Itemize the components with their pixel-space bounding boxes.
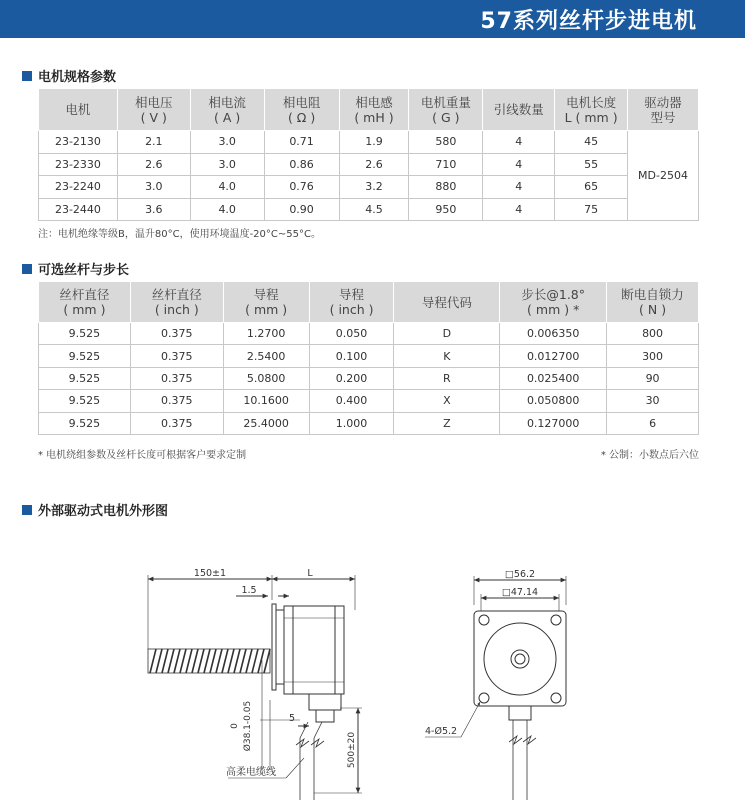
table-cell: D bbox=[394, 323, 500, 345]
table-cell: 0.050800 bbox=[500, 390, 607, 412]
cable-label: 高柔电缆线 bbox=[226, 767, 276, 778]
dim-5-label: 5 bbox=[288, 713, 296, 724]
column-header-4: 导程代码 bbox=[394, 282, 500, 323]
insulation-note: 注：电机绝缘等级B，温升80°C，使用环境温度-20°C~55°C。 bbox=[38, 229, 321, 240]
table-cell: 0.86 bbox=[264, 153, 339, 176]
table-row bbox=[39, 153, 699, 176]
table-cell: 300 bbox=[607, 345, 699, 367]
thread-stroke bbox=[162, 649, 168, 673]
lead-screw-table bbox=[38, 281, 699, 435]
thread-stroke bbox=[264, 649, 270, 673]
table-cell: 10.1600 bbox=[223, 390, 309, 412]
table-cell: 55 bbox=[555, 153, 628, 176]
table-row bbox=[39, 323, 699, 345]
thread-stroke bbox=[198, 649, 204, 673]
thread-stroke bbox=[246, 649, 252, 673]
table-cell: 4.5 bbox=[339, 198, 409, 221]
section-marker-icon bbox=[22, 505, 32, 515]
thread-stroke bbox=[228, 649, 234, 673]
driver-model-cell: MD-2504 bbox=[628, 131, 699, 221]
section-marker-icon bbox=[22, 71, 32, 81]
thread-stroke bbox=[216, 649, 222, 673]
table-cell: 0.375 bbox=[130, 345, 223, 367]
thread-stroke bbox=[168, 649, 174, 673]
table-cell: 4.0 bbox=[190, 198, 264, 221]
column-header-0: 电机 bbox=[39, 89, 118, 131]
dim-pilot-label: Ø38.1-0.05 bbox=[243, 700, 253, 752]
table-cell: 0.400 bbox=[309, 390, 394, 412]
lead-screw-thread bbox=[148, 649, 270, 673]
table-cell: 0.100 bbox=[309, 345, 394, 367]
table-cell: 45 bbox=[555, 131, 628, 154]
thread-stroke bbox=[174, 649, 180, 673]
table-cell: 9.525 bbox=[39, 412, 131, 434]
front-view bbox=[425, 576, 566, 800]
column-header-6: 断电自锁力 ( N ) bbox=[607, 282, 699, 323]
table-cell: 0.375 bbox=[130, 323, 223, 345]
metric-note: * 公制：小数点后六位 bbox=[600, 450, 699, 461]
table-cell: 1.9 bbox=[339, 131, 409, 154]
table-row bbox=[39, 176, 699, 199]
table-cell: 3.0 bbox=[190, 131, 264, 154]
table-row bbox=[39, 198, 699, 221]
thread-stroke bbox=[252, 649, 258, 673]
thread-stroke bbox=[192, 649, 198, 673]
table-row bbox=[39, 367, 699, 389]
table-row bbox=[39, 412, 699, 434]
table-cell: Z bbox=[394, 412, 500, 434]
table-cell: 30 bbox=[607, 390, 699, 412]
section-marker-icon bbox=[22, 264, 32, 274]
section-motor-specs-title: 电机规格参数 bbox=[38, 70, 117, 85]
table-cell: X bbox=[394, 390, 500, 412]
table-cell: 4 bbox=[483, 198, 555, 221]
table-cell: 1.2700 bbox=[223, 323, 309, 345]
thread-stroke bbox=[210, 649, 216, 673]
side-view bbox=[148, 575, 362, 800]
title-banner bbox=[0, 0, 745, 38]
table-cell: 4.0 bbox=[190, 176, 264, 199]
table-cell: 950 bbox=[409, 198, 483, 221]
table-cell: 4 bbox=[483, 153, 555, 176]
thread-stroke bbox=[150, 649, 156, 673]
table-cell: 0.76 bbox=[264, 176, 339, 199]
column-header-1: 相电压 ( V ) bbox=[117, 89, 190, 131]
column-header-5: 步长@1.8° ( mm ) * bbox=[500, 282, 607, 323]
column-header-5: 电机重量 ( G ) bbox=[409, 89, 483, 131]
table-cell: 710 bbox=[409, 153, 483, 176]
section-outline-title: 外部驱动式电机外形图 bbox=[38, 504, 169, 519]
table-cell: 23-2240 bbox=[39, 176, 118, 199]
table-cell: 0.90 bbox=[264, 198, 339, 221]
table-cell: 0.050 bbox=[309, 323, 394, 345]
thread-stroke bbox=[258, 649, 264, 673]
column-header-4: 相电感 ( mH ) bbox=[339, 89, 409, 131]
table-cell: 25.4000 bbox=[223, 412, 309, 434]
table-cell: 0.012700 bbox=[500, 345, 607, 367]
table-cell: 9.525 bbox=[39, 345, 131, 367]
column-header-0: 丝杆直径 ( mm ) bbox=[39, 282, 131, 323]
dim-1-5-label: 1.5 bbox=[241, 585, 257, 596]
table-cell: 23-2440 bbox=[39, 198, 118, 221]
table-cell: 0.127000 bbox=[500, 412, 607, 434]
table-cell: 9.525 bbox=[39, 323, 131, 345]
section-motor-specs-heading bbox=[22, 66, 116, 85]
thread-stroke bbox=[222, 649, 228, 673]
customization-note: * 电机绕组参数及丝杆长度可根据客户要求定制 bbox=[38, 450, 247, 461]
table-cell: 2.1 bbox=[117, 131, 190, 154]
table-cell: 0.375 bbox=[130, 390, 223, 412]
table-cell: 90 bbox=[607, 367, 699, 389]
dim-L-label: L bbox=[307, 568, 313, 579]
thread-stroke bbox=[240, 649, 246, 673]
dim-pilot-tol-label: 0 bbox=[230, 723, 240, 729]
table-header-row bbox=[39, 282, 699, 323]
dim-150-label: 150±1 bbox=[193, 568, 227, 579]
dim-cable-length-label: 500±20 bbox=[347, 731, 357, 769]
column-header-6: 引线数量 bbox=[483, 89, 555, 131]
thread-stroke bbox=[180, 649, 186, 673]
table-cell: 580 bbox=[409, 131, 483, 154]
table-cell: 0.375 bbox=[130, 367, 223, 389]
column-header-8: 驱动器 型号 bbox=[628, 89, 699, 131]
thread-stroke bbox=[156, 649, 162, 673]
table-cell: 3.6 bbox=[117, 198, 190, 221]
table-cell: 23-2330 bbox=[39, 153, 118, 176]
thread-stroke bbox=[234, 649, 240, 673]
table-row bbox=[39, 345, 699, 367]
dim-56-label: □56.2 bbox=[504, 569, 536, 580]
section-lead-screw-heading bbox=[22, 259, 129, 278]
table-cell: 65 bbox=[555, 176, 628, 199]
table-cell: 6 bbox=[607, 412, 699, 434]
table-cell: 5.0800 bbox=[223, 367, 309, 389]
table-header-row bbox=[39, 89, 699, 131]
table-cell: K bbox=[394, 345, 500, 367]
thread-stroke bbox=[186, 649, 192, 673]
dim-47-label: □47.14 bbox=[501, 587, 539, 598]
table-cell: 800 bbox=[607, 323, 699, 345]
table-cell: 2.6 bbox=[117, 153, 190, 176]
table-row bbox=[39, 390, 699, 412]
table-row bbox=[39, 131, 699, 154]
table-cell: 9.525 bbox=[39, 390, 131, 412]
motor-specs-table bbox=[38, 88, 699, 221]
table-cell: 4 bbox=[483, 176, 555, 199]
holes-label: 4-Ø5.2 bbox=[425, 726, 458, 737]
table-cell: 0.375 bbox=[130, 412, 223, 434]
column-header-3: 导程 ( inch ) bbox=[309, 282, 394, 323]
table-cell: 0.71 bbox=[264, 131, 339, 154]
table-cell: 3.0 bbox=[117, 176, 190, 199]
table-cell: 1.000 bbox=[309, 412, 394, 434]
table-cell: 0.200 bbox=[309, 367, 394, 389]
table-cell: 9.525 bbox=[39, 367, 131, 389]
column-header-2: 相电流 ( A ) bbox=[190, 89, 264, 131]
column-header-7: 电机长度 L ( mm ) bbox=[555, 89, 628, 131]
section-outline-heading bbox=[22, 500, 168, 519]
table-cell: 23-2130 bbox=[39, 131, 118, 154]
table-cell: 0.006350 bbox=[500, 323, 607, 345]
page-title: 57系列丝杆步进电机 bbox=[480, 9, 697, 34]
table-cell: 2.5400 bbox=[223, 345, 309, 367]
table-cell: 2.6 bbox=[339, 153, 409, 176]
column-header-2: 导程 ( mm ) bbox=[223, 282, 309, 323]
table-cell: 3.0 bbox=[190, 153, 264, 176]
column-header-1: 丝杆直径 ( inch ) bbox=[130, 282, 223, 323]
table-cell: 3.2 bbox=[339, 176, 409, 199]
table-cell: 4 bbox=[483, 131, 555, 154]
table-cell: 0.025400 bbox=[500, 367, 607, 389]
table-cell: 880 bbox=[409, 176, 483, 199]
section-lead-screw-title: 可选丝杆与步长 bbox=[38, 263, 130, 278]
column-header-3: 相电阻 ( Ω ) bbox=[264, 89, 339, 131]
thread-stroke bbox=[204, 649, 210, 673]
table-cell: 75 bbox=[555, 198, 628, 221]
table-cell: R bbox=[394, 367, 500, 389]
